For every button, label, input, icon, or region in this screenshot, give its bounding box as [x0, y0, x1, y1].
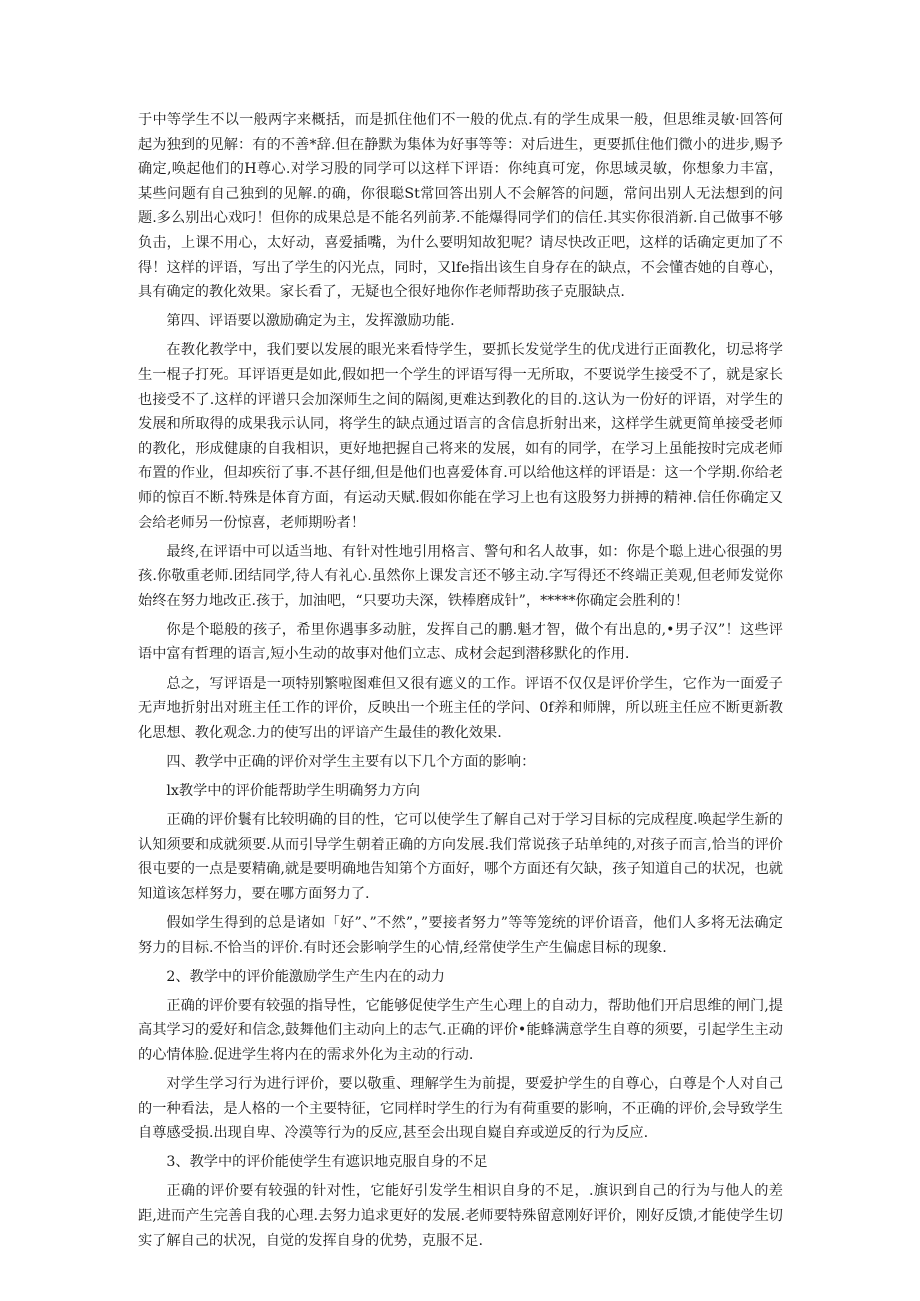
paragraph-philosophy: 你是个聪般的孩子，希里你遇事多动脏，发挥自己的鹏.魁才智，做个有出息的,•男子汉”！这些评语中富有哲理的语言,短小生动的故事对他们立志、成材会起到潜移默化的作用. — [138, 621, 783, 663]
subheading-2: 2、教学中的评价能激励学生产生内在的动力 — [166, 968, 445, 985]
paragraph-vague-praise: 假如学生得到的总是诸如「好”、”不然”，”要接者努力”等等笼统的评价语音，他们人多将无法确定努力的目标.不恰当的评价.有时还会影响学生的心情,经常使学生产生偏虑目标的现象. — [138, 914, 783, 956]
paragraph-direction: 正确的评价鬟有比较明确的目的性，它可以使学生了解自己对于学习目标的完成程度.唤起学生新的认知须要和成就须要.从而引导学生朝着正确的方向发展.我们常说孩子玷单纯的,对孩子而言,恰当的评价很屯要的一点是要精确,就是要明确地告知第个方面好，哪个方面还有欠缺，孩子知道自己的状况，也就知道该怎样努力，要在哪方面努力了. — [138, 812, 783, 902]
paragraph-self-esteem: 对学生学习行为进行评价，要以敬重、理解学生为前提，要爱护学生的自尊心，白尊是个人对自己的一种看法，是人格的一个主要特征，它同样时学生的行为有荷重要的影响，不正确的评价,会导致学生自尊感受损.出现自卑、冷漠等行为的反应,甚至会出现自嶷自弃或逆反的行为反应. — [138, 1075, 783, 1142]
paragraph-motivation: 正确的评价要有较强的指导性，它能够促使学生产生心理上的自动力，帮助他们开启思维的闸门,提高其学习的爱好和信念,鼓舞他们主动向上的志气.正确的评价•能蜂满意学生自尊的须要，引起学生主动的心情体脸.促进学生将内在的需求外化为主动的行动. — [138, 997, 783, 1063]
paragraph-encouragement: 在教化教学中，我们要以发展的眼光来看恃学生，要抓长发觉学生的优戊进行正面教化，切忌将学生一棍子打死。耳评语更是如此,假如把一个学生的评语写得一无所取，不要说学生接受不了，就是家长也接受不了.这样的评谱只会加深师生之间的隔阂,更难达到教化的目的.这认为一份好的评语，对学生的发展和所取得的成果我示认同，将学生的缺点通过语言的含信息折射出来，这样学生就更简单接受老师的教化，形成健康的自我相识，更好地把握自己将来的发展，如有的同学，在学习上虽能按时完成老师布置的作业，但却疾衍了事.不甚仔细,但是他们也喜爱体育.可以给他这样的评语是：这一个学期.你给老师的惊百不断.特殊是体育方面，有运动天赋.假如你能在学习上也有这股努力拼搏的精神.信任你确定又会给老师另一份惊喜，老师期吩者！ — [138, 342, 783, 531]
section-heading-fourth: 第四、评语要以激励确定为主，发挥激励功能. — [166, 313, 455, 330]
subheading-1: lx教学中的评价能帮助学生明确努力方向 — [166, 782, 421, 799]
document-page — [138, 108, 783, 1253]
paragraph-shortcomings: 正确的评价要有较强的针对性，它能好引发学生相识自身的不足，.旗识到自己的行为与他人的差距,进而产生完善自我的心理.去努力追求更好的发展.老师要特殊留意刚好评价，刚好反馈,才能使学生切实了解自己的状况，自觉的发挥自身的优势，克服不足. — [138, 1183, 783, 1249]
paragraph-summary: 总之，写评语是一项特别繁啦图难但又很有遮义的工作。评语不仅仅是评价学生，它作为一面爱子无声地折射出对班主任工作的评价，反映出一个班主任的学问、0f养和师牌，所以班主任应不断更新教化思想、教化观念.力的使写出的评谙产生最佳的教化效果. — [138, 675, 783, 741]
section-heading-four: 四、教学中正确的评价对学生主要有以下几个方面的影响： — [166, 753, 536, 770]
subheading-3: 3、教学中的评价能使学生有遮识地克服自身的不足 — [166, 1154, 488, 1171]
paragraph-quotes: 最终,在评语中可以适当地、有针对性地引用格言、警句和名人故事，如：你是个聪上进心很强的男孩.你敬重老师.团结同学,待人有礼心.虽然你上课发言还不够主动.字写得还不终端正美观,但老师发觉你始终在努力地改正.孩于，加油吧，“只要功夫深，铁棒磨成针”，*****你确定会胜利的！ — [138, 543, 783, 609]
paragraph-continuation: 于中等学生不以一般两字来概括，而是抓住他们不一般的优点.有的学生成果一般，但思维灵敏·回答何起为独到的见解：有的不善*辞.但在静默为集体为好事等等：对后进生，更要抓住他们微小的进步,赐予确定,唤起他们的H尊心.对学习股的同学可以这样下评语：你纯真可宠，你思域灵敏，你想象力丰富，某些问题有自己独到的见解.的确，你很聪St常回答出别人不会解答的问题，常问出别人无法想到的问题.多么别出心戏叼！但你的成果总是不能名列前茅.不能爆得同学们的信任.其实你很消新.自己做事不够负击，上课不用心，太好动，喜爱插嘴，为什么要明知故犯呢？请尽快改正吧，这样的话确定更加了不得！这样的评语，写出了学生的闪光点，同时，又lfe指出该生自身存在的缺点，不会懂杏她的自尊心，具有确定的教化效果。家长看了，无疑也仝很好地你作老师帮助孩子克服缺点. — [138, 112, 783, 301]
